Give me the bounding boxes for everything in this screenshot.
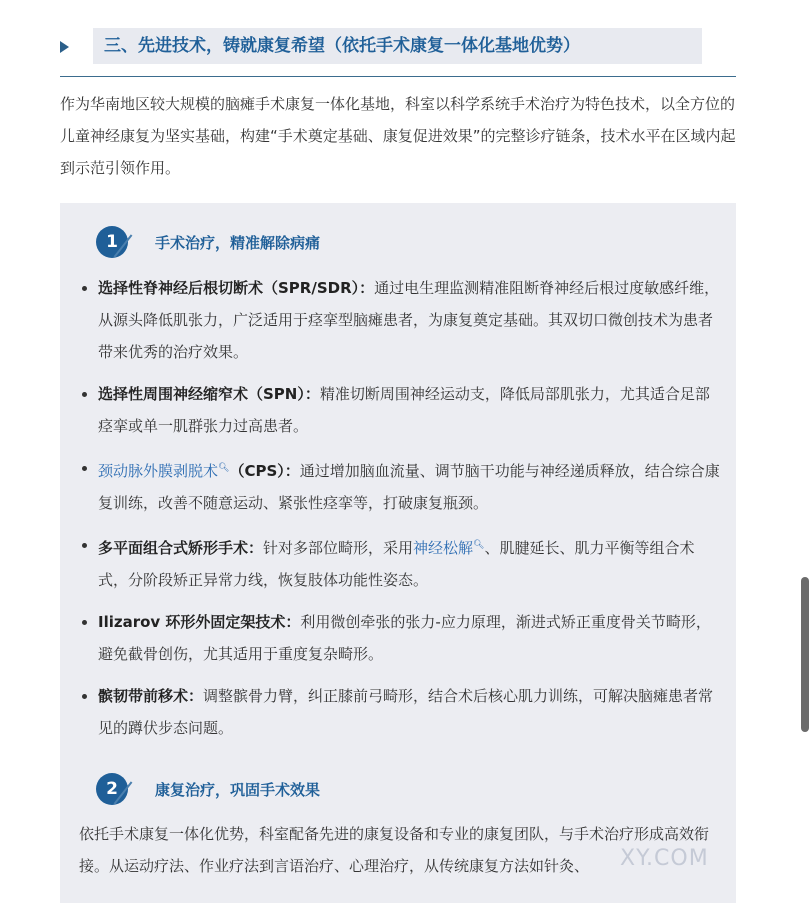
search-icon[interactable]: 🔍︎ — [218, 463, 230, 473]
keyword-link[interactable]: 颈动脉外膜剥脱术 — [98, 462, 219, 480]
list-item — [82, 680, 722, 744]
section-heading: 三、先进技术，铸就康复希望（依托手术康复一体化基地优势） — [104, 36, 580, 56]
item-title: 选择性周围神经缩窄术（SPN）： — [98, 385, 320, 403]
item-title: 选择性脊神经后根切断术（SPR/SDR）： — [98, 279, 375, 297]
item-text-before: 针对多部位畸形，采用 — [263, 539, 414, 557]
list-item — [82, 606, 722, 670]
intro-paragraph: 作为华南地区较大规模的脑瘫手术康复一体化基地，科室以科学系统手术治疗为特色技术，以全方位的儿童神经康复为坚实基础，构建“手术奠定基础、康复促进效果”的完整诊疗链条，技术水平在区域内起到示范引领作用。 — [60, 95, 736, 177]
item-text: 精准切断周围神经运动支，降低局部肌张力，尤其适合足部痉挛或单一肌群张力过高患者。 — [98, 385, 710, 435]
scrollbar[interactable] — [800, 0, 812, 889]
triangle-bullet-icon — [60, 41, 69, 53]
keyword-link[interactable]: 神经松解 — [413, 539, 474, 557]
item-title: （CPS）： — [229, 462, 300, 480]
item-title: 髌韧带前移术： — [98, 687, 204, 705]
rehab-paragraph: 依托手术康复一体化优势，科室配备先进的康复设备和专业的康复团队，与手术治疗形成高效衔接。从运动疗法、作业疗法到言语治疗、心理治疗，从传统康复方法如针灸、 — [79, 825, 710, 875]
item-text: 通过电生理监测精准阻断脊神经后根过度敏感纤维，从源头降低肌张力，广泛适用于痉挛型脑瘫患者，为康复奠定基础。其双切口微创技术为患者带来优秀的治疗效果。 — [98, 279, 720, 361]
search-icon[interactable]: 🔍︎ — [473, 540, 485, 550]
list-item — [82, 378, 722, 442]
item-text: 调整髌骨力臂，纠正膝前弓畸形，结合术后核心肌力训练，可解决脑瘫患者常见的蹲伏步态问题。 — [98, 687, 714, 737]
list-item — [82, 529, 722, 596]
item-title: 多平面组合式矫形手术： — [98, 539, 264, 557]
section-heading-box — [93, 28, 702, 64]
number-badge-2: 2 — [96, 773, 128, 805]
subsection-2-title: 康复治疗，巩固手术效果 — [155, 781, 321, 799]
list-item — [82, 272, 722, 368]
subsection-1-title: 手术治疗，精准解除病痛 — [155, 234, 321, 252]
item-title: Ilizarov 环形外固定架技术： — [98, 613, 301, 631]
item-text: 利用微创牵张的张力-应力原理，渐进式矫正重度骨关节畸形，避免截骨创伤，尤其适用于重度复杂畸形。 — [98, 613, 711, 663]
watermark: XY.COM — [620, 846, 709, 871]
content-panel — [60, 203, 736, 903]
scrollbar-thumb[interactable] — [801, 577, 809, 732]
section-header — [60, 28, 736, 77]
item-text: 、肌腱延长、肌力平衡等组合术式，分阶段矫正异常力线，恢复肢体功能性姿态。 — [98, 539, 695, 589]
number-badge-1: 1 — [96, 226, 128, 258]
item-text: 通过增加脑血流量、调节脑干功能与神经递质释放，结合综合康复训练，改善不随意运动、紧张性痉挛等，打破康复瓶颈。 — [98, 462, 720, 512]
surgery-list — [82, 272, 722, 754]
list-item — [82, 452, 722, 519]
